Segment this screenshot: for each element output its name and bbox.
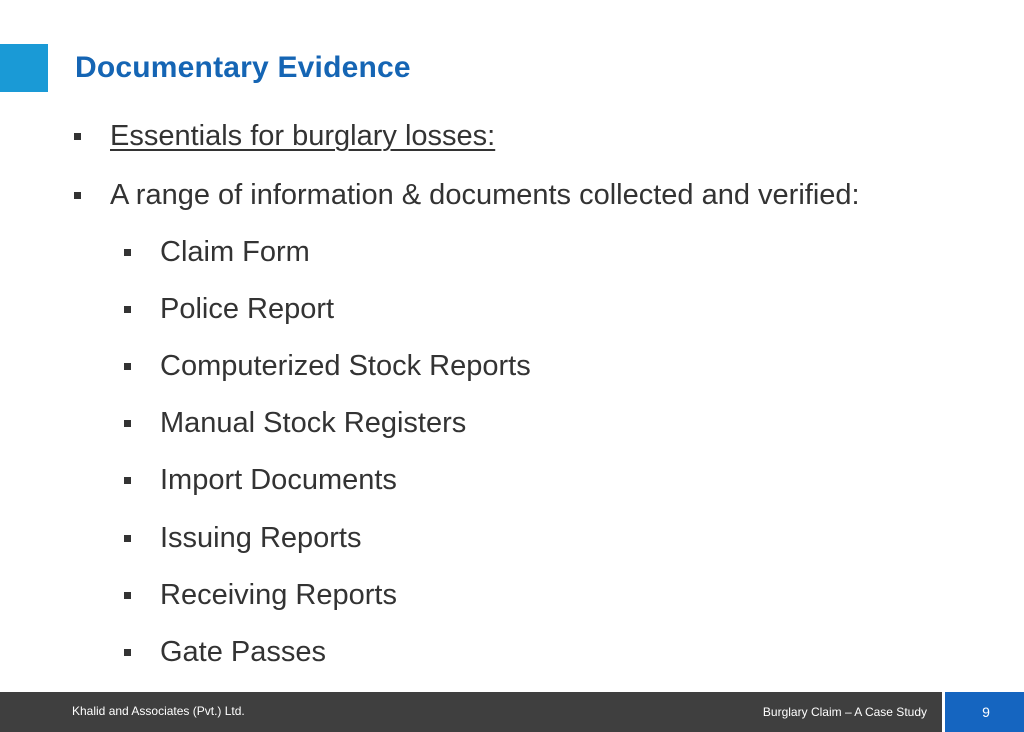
footer-presentation-title: Burglary Claim – A Case Study bbox=[762, 705, 927, 719]
slide-title: Documentary Evidence bbox=[75, 51, 411, 84]
sub-bullet-item bbox=[124, 634, 326, 670]
sub-bullet-text: Claim Form bbox=[160, 236, 310, 268]
square-bullet-icon bbox=[124, 592, 131, 599]
square-bullet-icon bbox=[124, 649, 131, 656]
sub-bullet-text: Import Documents bbox=[160, 464, 397, 496]
footer-company: Khalid and Associates (Pvt.) Ltd. bbox=[72, 704, 245, 718]
square-bullet-icon bbox=[124, 306, 131, 313]
sub-bullet-text: Gate Passes bbox=[160, 636, 327, 668]
title-accent-square bbox=[0, 44, 48, 92]
sub-bullet-item bbox=[124, 520, 362, 556]
square-bullet-icon bbox=[124, 363, 131, 370]
bullet-item bbox=[74, 118, 495, 154]
sub-bullet-text: Manual Stock Registers bbox=[160, 407, 467, 439]
sub-bullet-text: Issuing Reports bbox=[160, 522, 362, 554]
sub-bullet-text: Computerized Stock Reports bbox=[160, 350, 531, 382]
sub-bullet-text: Police Report bbox=[160, 293, 335, 325]
bullet-text: A range of information & documents collected and verified: bbox=[110, 179, 860, 211]
bullet-item bbox=[74, 177, 860, 213]
sub-bullet-text: Receiving Reports bbox=[160, 579, 397, 611]
sub-bullet-item bbox=[124, 348, 531, 384]
square-bullet-icon bbox=[124, 477, 131, 484]
sub-bullet-item bbox=[124, 291, 334, 327]
sub-bullet-item bbox=[124, 462, 397, 498]
page-number: 9 bbox=[982, 704, 990, 720]
sub-bullet-item bbox=[124, 234, 310, 270]
square-bullet-icon bbox=[124, 420, 131, 427]
bullet-text: Essentials for burglary losses: bbox=[110, 120, 496, 152]
page-number-box bbox=[942, 692, 1024, 732]
square-bullet-icon bbox=[74, 133, 81, 140]
square-bullet-icon bbox=[124, 249, 131, 256]
sub-bullet-item bbox=[124, 577, 397, 613]
slide-footer bbox=[0, 692, 1024, 732]
sub-bullet-item bbox=[124, 405, 466, 441]
square-bullet-icon bbox=[74, 192, 81, 199]
square-bullet-icon bbox=[124, 535, 131, 542]
